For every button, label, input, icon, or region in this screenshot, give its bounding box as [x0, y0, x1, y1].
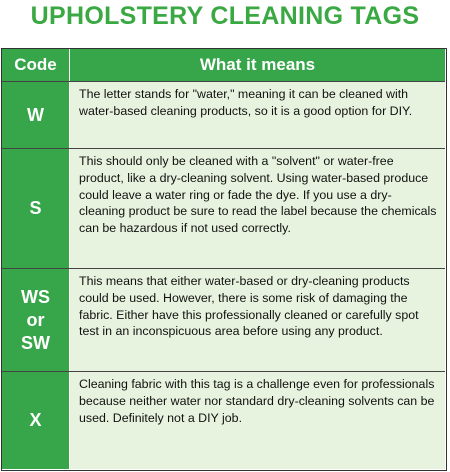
code-label: WS or SW: [21, 286, 50, 353]
code-cell-x: [2, 372, 70, 469]
meaning-cell: Cleaning fabric with this tag is a challenge even for professionals because neither water nor standard dry-cleaning solvents can be used. Definitely not a DIY job.: [70, 372, 445, 469]
code-cell-w: [2, 82, 70, 148]
table-header-row: [2, 49, 445, 81]
meaning-cell: This means that either water-based or dry-cleaning products could be used. However, there is some risk of damaging the fabric. Either have this professionally cleaned or carefully spot test in an inconspicuous area before using any product.: [70, 269, 445, 371]
code-cell-s: [2, 149, 70, 268]
column-header-meaning: What it means: [70, 49, 445, 81]
column-header-code: Code: [2, 49, 70, 81]
table-row: [2, 268, 445, 371]
table-row: [2, 371, 445, 469]
code-label: X: [29, 410, 42, 430]
meaning-cell: The letter stands for "water," meaning it can be cleaned with water-based cleaning products, so it is a good option for DIY.: [70, 82, 445, 148]
meaning-cell: This should only be cleaned with a "solvent" or water-free product, like a dry-cleaning solvent. Using water-based produce could leave a water ring or fade the dye. If you use a dry-cleaning product be sure to read the label because the chemicals can be hazardous if not used correctly.: [70, 149, 445, 268]
page-title: UPHOLSTERY CLEANING TAGS: [30, 2, 420, 30]
table-row: [2, 81, 445, 148]
cleaning-tags-table: [1, 48, 447, 471]
code-label: W: [27, 104, 44, 125]
table-row: [2, 148, 445, 268]
code-label: S: [29, 198, 42, 218]
code-cell-ws-sw: [2, 269, 70, 371]
